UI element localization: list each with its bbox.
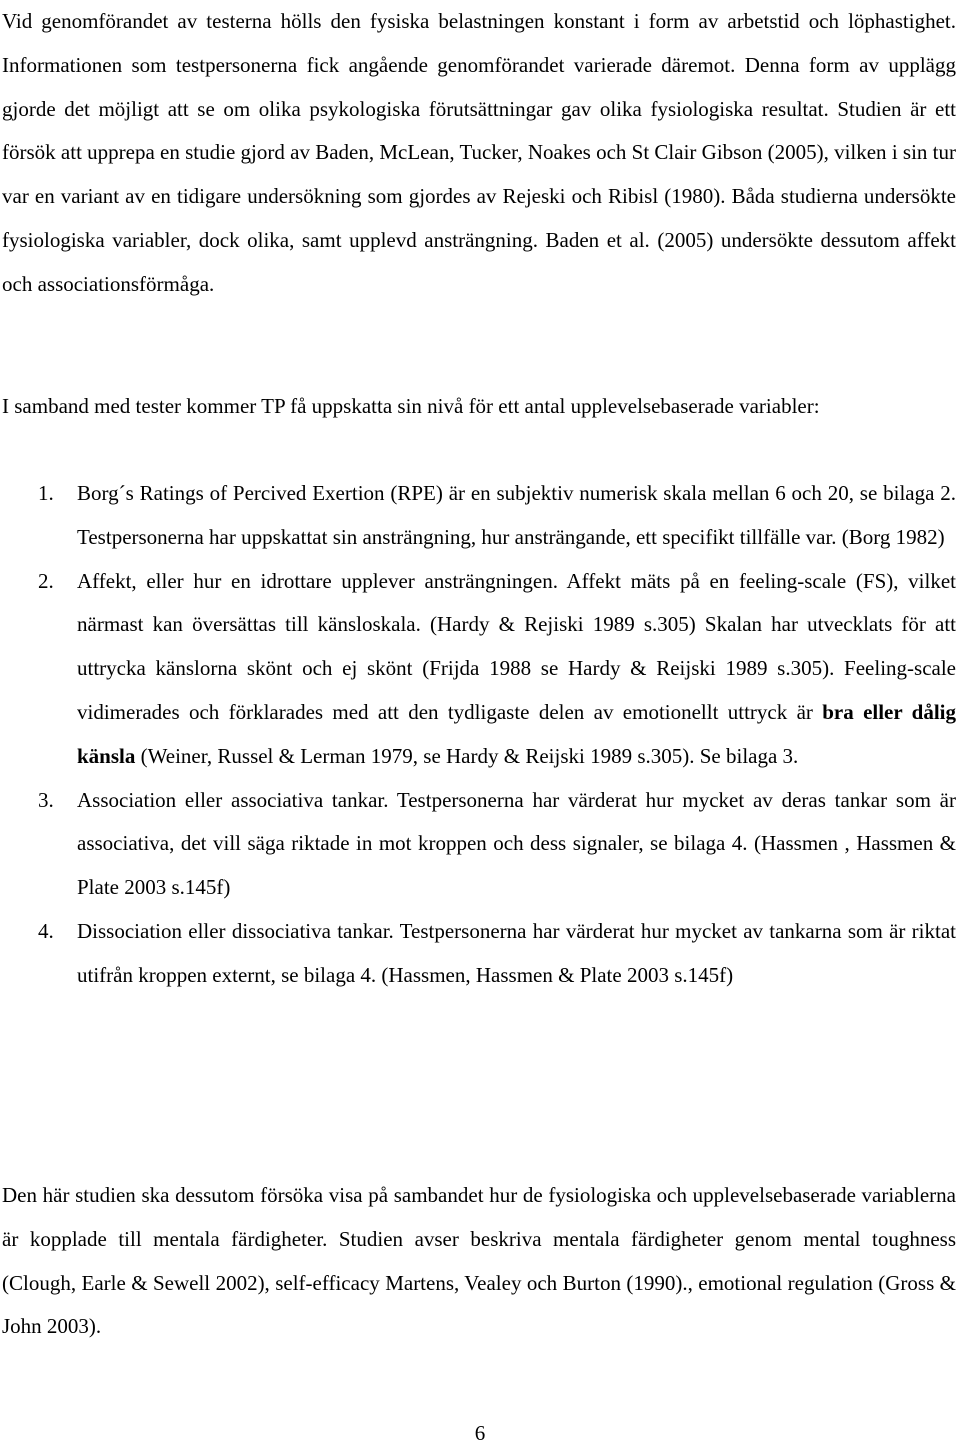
list-item-text: Affekt, eller hur en idrottare upplever ansträngningen. Affekt mäts på en feeling-scale (FS), vilket närmast kan översättas till känsloskala. (Hardy & Rejiski 1989 s.305) Skalan har utvecklats för att uttrycka känslorna skönt och ej skönt (Frijda 1988 se Hardy & Reijski 1989 s.305). Feeling-scale vidimerades och förklarades med att den tydligaste delen av emotionellt uttryck är <box>77 568 956 724</box>
list-item-text: (Weiner, Russel & Lerman 1979, se Hardy & Reijski 1989 s.305). Se bilaga 3. <box>135 743 799 768</box>
paragraph-variables-intro: I samband med tester kommer TP få uppskatta sin nivå för ett antal upplevelsebaserade variabler: <box>2 394 820 418</box>
list-item-association <box>0 779 956 910</box>
list-item-number: 3. <box>38 787 54 812</box>
variables-list <box>0 472 956 998</box>
list-item-number: 4. <box>38 918 54 943</box>
list-item-text: Association eller associativa tankar. Testpersonerna har värderat hur mycket av deras tankar som är associativa, det vill säga riktade in mot kroppen och dess signaler, se bilaga 4. (Hassmen , Hassmen & Plate 2003 s.145f) <box>77 787 956 900</box>
list-item-dissociation <box>0 910 956 998</box>
page-number: 6 <box>474 1421 486 1445</box>
paragraph-mental-skills: Den här studien ska dessutom försöka visa på sambandet hur de fysiologiska och upplevelsebaserade variablerna är kopplade till mentala färdigheter. Studien avser beskriva mentala färdigheter genom mental toughness (Clough, Earle & Sewell 2002), self-efficacy Martens, Vealey och Burton (1990)., emotional regulation (Gross & John 2003). <box>2 1183 956 1339</box>
paragraph-method-description: Vid genomförandet av testerna hölls den fysiska belastningen konstant i form av arbetstid och löphastighet. Informationen som testpersonerna fick angående genomförandet varierade däremot. Denna form av upplägg gjorde det möjligt att se om olika psykologiska förutsättningar gav olika fysiologiska resultat. Studien är ett försök att upprepa en studie gjord av Baden, McLean, Tucker, Noakes och St Clair Gibson (2005), vilken i sin tur var en variant av en tidigare undersökning som gjordes av Rejeski och Ribisl (1980). Båda studierna undersökte fysiologiska variabler, dock olika, samt upplevd ansträngning. Baden et al. (2005) undersökte dessutom affekt och associationsförmåga. <box>2 9 956 296</box>
list-item-affect <box>0 560 956 779</box>
list-item-text: Borg´s Ratings of Percived Exertion (RPE) är en subjektiv numerisk skala mellan 6 och 20, se bilaga 2. Testpersonerna har uppskattat sin ansträngning, hur ansträngande, ett specifikt tillfälle var. (Borg 1982) <box>77 481 956 549</box>
list-item-text: Dissociation eller dissociativa tankar. Testpersonerna har värderat hur mycket av tankarna som är riktat utifrån kroppen externt, se bilaga 4. (Hassmen, Hassmen & Plate 2003 s.145f) <box>77 918 956 987</box>
list-item-bold-text: bra eller dålig känsla <box>77 699 956 768</box>
list-item-rpe <box>0 472 956 560</box>
list-item-number: 1. <box>38 481 54 505</box>
list-item-number: 2. <box>38 568 54 593</box>
